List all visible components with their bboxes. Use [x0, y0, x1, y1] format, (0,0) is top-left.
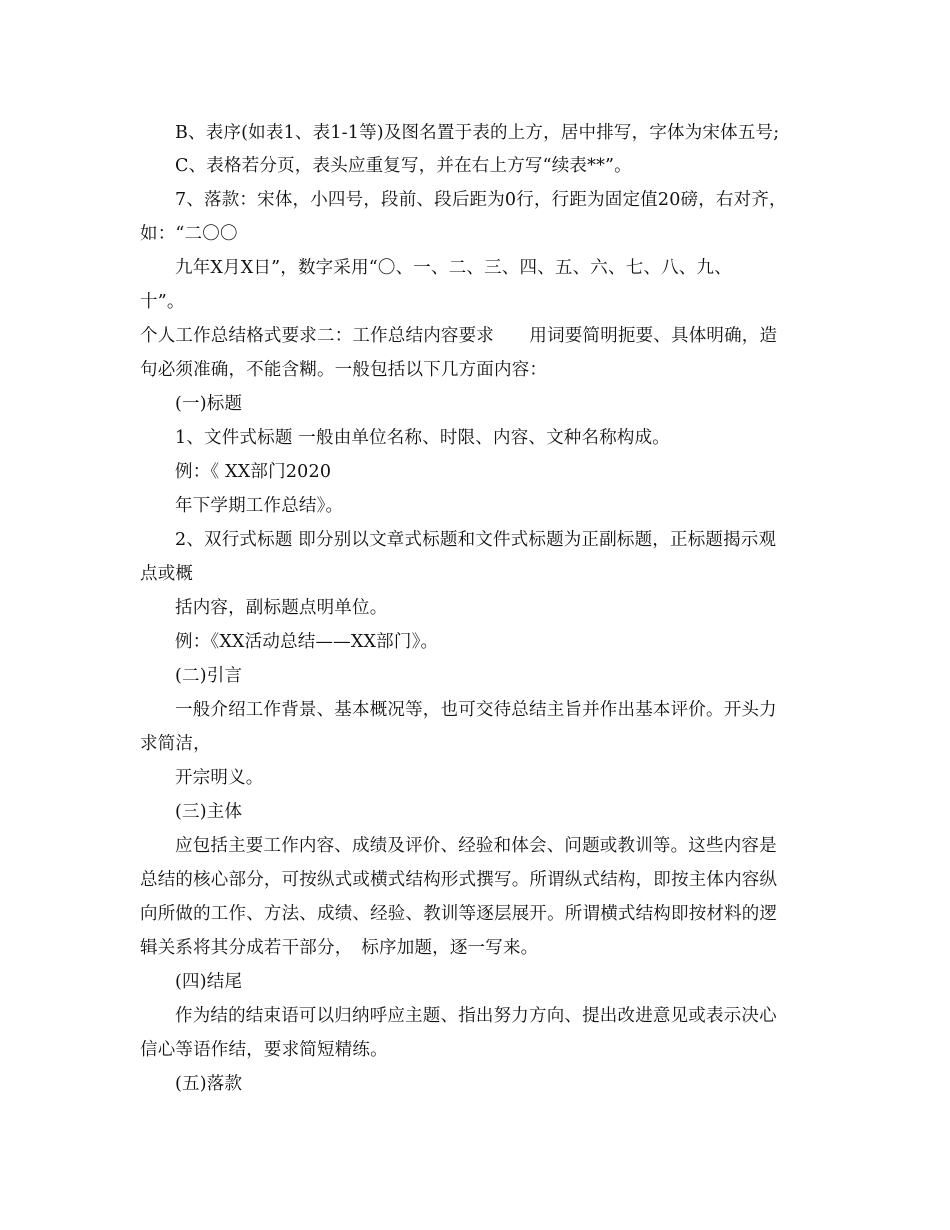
text-line: 信心等语作结，要求简短精练。: [140, 1040, 388, 1060]
text-line: 向所做的工作、方法、成绩、经验、教训等逐层展开。所谓横式结构即按材料的逻: [140, 904, 778, 924]
text-line: 作为结的结束语可以归纳呼应主题、指出努力方向、提出改进意见或表示决心: [175, 1006, 777, 1026]
text-line: 年下学期工作总结》。: [175, 496, 344, 516]
section-heading: (五)落款: [175, 1074, 243, 1094]
text-line: 十”。: [140, 292, 185, 312]
text-line: 2、双行式标题 即分别以文章式标题和文件式标题为正副标题，正标题揭示观: [175, 530, 777, 550]
text-line: B、表序(如表1、表1-1等)及图名置于表的上方，居中排写，字体为宋体五号;: [175, 123, 780, 143]
text-line: 开宗明义。: [175, 768, 264, 788]
text-line: 例：《 XX部门2020: [175, 462, 332, 482]
text-line: 求简洁，: [140, 734, 211, 754]
section-heading: (四)结尾: [175, 972, 243, 992]
text-line: 一般介绍工作背景、基本概况等，也可交待总结主旨并作出基本评价。开头力: [175, 700, 777, 720]
text-line: 括内容，副标题点明单位。: [175, 598, 388, 618]
text-line: 如：“二〇〇: [140, 224, 238, 244]
text-line: C、表格若分页，表头应重复写，并在右上方写“续表**”。: [175, 156, 632, 176]
section-heading: (三)主体: [175, 802, 243, 822]
section-heading: (一)标题: [175, 394, 243, 414]
text-line: 1、文件式标题 一般由单位名称、时限、内容、文种名称构成。: [175, 428, 670, 448]
section-heading: (二)引言: [175, 666, 243, 686]
text-line: 辑关系将其分成若干部分， 标序加题，逐一写来。: [140, 938, 539, 958]
text-line: 九年X月X日”，数字采用“〇、一、二、三、四、五、六、七、八、九、: [175, 258, 732, 278]
text-line: 例：《XX活动总结——XX部门》。: [175, 632, 439, 652]
text-line: 7、落款：宋体，小四号，段前、段后距为0行，行距为固定值20磅，右对齐，: [175, 190, 787, 210]
text-line: 总结的核心部分，可按纵式或横式结构形式撰写。所谓纵式结构，即按主体内容纵: [140, 870, 778, 890]
text-line: 应包括主要工作内容、成绩及评价、经验和体会、问题或教训等。这些内容是: [175, 836, 777, 856]
text-line: 点或概: [140, 564, 194, 584]
text-line: 句必须准确，不能含糊。一般包括以下几方面内容：: [140, 360, 548, 380]
text-line: 个人工作总结格式要求二：工作总结内容要求 用词要简明扼要、具体明确，造: [140, 326, 778, 346]
